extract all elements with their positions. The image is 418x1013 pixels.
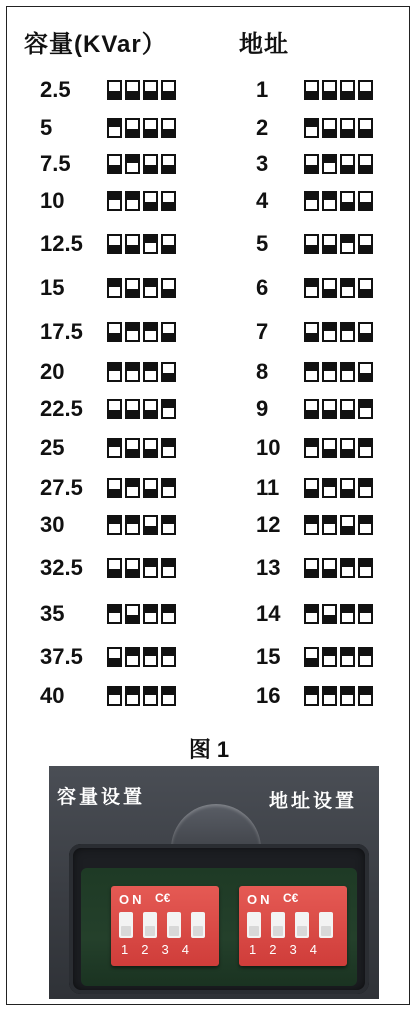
dip-switch-off-icon [340,438,355,458]
dip-switch-off-icon [340,154,355,174]
dip-switch-on-icon [107,191,122,211]
dip-switch-off-icon [322,399,337,419]
capacity-value: 5 [40,115,53,140]
dip-switch-off-icon [358,154,373,174]
dip-number: 4 [309,942,317,957]
table-row [0,360,418,384]
capacity-dip-pattern [107,399,176,419]
dip-switch-off-icon [304,647,319,667]
capacity-dip-pattern [107,118,176,138]
capacity-dip-switch[interactable] [111,886,219,966]
dip-switch-off-icon [143,154,158,174]
capacity-dip-pattern [107,322,176,342]
capacity-dip-pattern [107,154,176,174]
dip-switch-off-icon [125,438,140,458]
dip-switch-on-icon [322,191,337,211]
dip-switch-on-icon [304,438,319,458]
address-value: 9 [256,396,269,421]
dip-switch-off-icon [304,234,319,254]
dip-switch-off-icon [358,234,373,254]
dip-switch-on-icon [358,399,373,419]
table-row [0,276,418,300]
dip-switch-off-icon [125,278,140,298]
dip-switch-off-icon [125,234,140,254]
dip-switch-off-icon [304,154,319,174]
dip-switch-off-icon [322,118,337,138]
table-row [0,78,418,102]
dip-switch-on-icon [340,278,355,298]
on-label: ON [247,892,273,907]
capacity-dip-pattern [107,191,176,211]
dip-switch-off-icon [161,278,176,298]
capacity-value: 20 [40,359,65,384]
dip-switch-off-icon [143,399,158,419]
dip-switch-off-icon [304,80,319,100]
on-label: ON [119,892,145,907]
dip-switch-on-icon [322,478,337,498]
dip-switch-off-icon [143,478,158,498]
capacity-dip-pattern [107,558,176,578]
capacity-dip-pattern [107,647,176,667]
dip-switch-on-icon [125,686,140,706]
table-row [0,645,418,669]
table-row [0,602,418,626]
dip-switch-on-icon [161,686,176,706]
table-row [0,436,418,460]
address-value: 13 [256,555,281,580]
address-value: 3 [256,151,269,176]
capacity-value: 27.5 [40,475,83,500]
dip-switch-on-icon [304,515,319,535]
capacity-dip-pattern [107,438,176,458]
ce-mark-icon: C€ [283,891,299,905]
dip-switch-on-icon [107,604,122,624]
capacity-value: 32.5 [40,555,83,580]
address-value: 8 [256,359,269,384]
capacity-dip-pattern [107,515,176,535]
address-dip-pattern [304,154,373,174]
dip-switch-off-icon [143,515,158,535]
address-dip-pattern [304,686,373,706]
address-dip-pattern [304,362,373,382]
dip-switch-off-icon [125,80,140,100]
dip-switch-off-icon [358,362,373,382]
capacity-value: 30 [40,512,65,537]
dip-switch-on-icon [161,647,176,667]
capacity-value: 10 [40,188,65,213]
dip-switch-on-icon [143,604,158,624]
dip-switch-off-icon [143,191,158,211]
dip-number: 4 [181,942,189,957]
table-row [0,320,418,344]
dip-number: 1 [121,942,129,957]
dip-switch-on-icon [358,647,373,667]
address-value: 11 [256,475,280,500]
dip-switch-on-icon [161,604,176,624]
address-value: 1 [256,77,269,102]
dip-switch-on-icon [143,558,158,578]
dip-switch-on-icon [340,647,355,667]
dip-switch-on-icon [322,647,337,667]
dip-switch-off-icon [340,191,355,211]
dip-number: 3 [289,942,297,957]
dip-switch-on-icon [358,558,373,578]
address-dip-pattern [304,80,373,100]
dip-switch-off-icon [107,478,122,498]
dip-switch-on-icon [358,478,373,498]
table-row [0,189,418,213]
circuit-board [81,868,357,986]
dip-switch-off-icon [107,322,122,342]
address-dip-pattern [304,234,373,254]
dip-switch-on-icon [107,362,122,382]
dip-switch-on-icon [304,191,319,211]
dip-switch-off-icon [143,438,158,458]
dip-switch-off-icon [107,399,122,419]
dip-switch-on-icon [322,515,337,535]
dip-key[interactable] [295,912,309,938]
dip-switch-on-icon [143,362,158,382]
dip-switch-on-icon [304,604,319,624]
dip-switch-off-icon [125,399,140,419]
dip-switch-on-icon [143,647,158,667]
dip-switch-on-icon [125,154,140,174]
address-setting-label: 地址设置 [269,791,358,812]
address-header: 地址 [239,31,289,58]
dip-switch-on-icon [340,604,355,624]
dip-number: 3 [161,942,169,957]
address-dip-pattern [304,478,373,498]
address-value: 5 [256,231,269,256]
dip-switch-on-icon [125,191,140,211]
dip-switch-off-icon [322,234,337,254]
dip-switch-on-icon [161,438,176,458]
dip-switch-off-icon [125,604,140,624]
address-value: 4 [256,188,269,213]
dip-switch-off-icon [107,558,122,578]
dip-switch-off-icon [322,438,337,458]
dip-switch-on-icon [125,478,140,498]
dip-switch-off-icon [107,154,122,174]
address-dip-switch[interactable] [239,886,347,966]
dip-switch-on-icon [107,118,122,138]
dip-switch-off-icon [322,604,337,624]
dip-switch-off-icon [107,234,122,254]
dip-switch-on-icon [161,558,176,578]
dip-switch-on-icon [304,362,319,382]
address-dip-pattern [304,278,373,298]
dip-switch-off-icon [304,558,319,578]
dip-key[interactable] [319,912,333,938]
dip-switch-off-icon [125,558,140,578]
dip-number: 1 [249,942,257,957]
dip-switch-off-icon [358,80,373,100]
capacity-value: 40 [40,683,65,708]
table-row [0,556,418,580]
address-value: 14 [256,601,281,626]
capacity-value: 7.5 [40,151,71,176]
dip-switch-on-icon [358,438,373,458]
dip-switch-off-icon [322,278,337,298]
dip-key[interactable] [271,912,285,938]
address-value: 12 [256,512,281,537]
dip-number: 2 [141,942,149,957]
table-row [0,684,418,708]
dip-switch-off-icon [161,154,176,174]
dip-switch-on-icon [143,686,158,706]
address-dip-pattern [304,322,373,342]
address-value: 6 [256,275,269,300]
capacity-dip-pattern [107,362,176,382]
capacity-dip-pattern [107,686,176,706]
dip-switch-off-icon [107,80,122,100]
dip-switch-off-icon [304,478,319,498]
dip-switch-off-icon [358,191,373,211]
dip-switch-off-icon [322,558,337,578]
dip-switch-on-icon [125,647,140,667]
dip-switch-on-icon [143,322,158,342]
dip-key[interactable] [191,912,205,938]
capacity-dip-pattern [107,604,176,624]
capacity-value: 12.5 [40,231,83,256]
dip-key[interactable] [119,912,133,938]
dip-switch-on-icon [340,558,355,578]
dip-switch-on-icon [125,362,140,382]
address-value: 16 [256,683,281,708]
dip-switch-on-icon [358,515,373,535]
dip-switch-off-icon [161,322,176,342]
capacity-value: 35 [40,601,65,626]
dip-switch-on-icon [322,322,337,342]
dip-switch-off-icon [143,80,158,100]
address-dip-pattern [304,399,373,419]
dip-switch-on-icon [358,604,373,624]
device-photo [49,766,379,999]
capacity-value: 15 [40,275,65,300]
dip-switch-off-icon [161,118,176,138]
dip-switch-off-icon [340,118,355,138]
dip-switch-on-icon [304,686,319,706]
ce-mark-icon: C€ [155,891,171,905]
capacity-dip-pattern [107,278,176,298]
dip-key[interactable] [143,912,157,938]
dip-switch-on-icon [304,278,319,298]
capacity-setting-label: 容量设置 [57,787,146,808]
dip-switch-on-icon [161,478,176,498]
dip-switch-off-icon [161,80,176,100]
dip-switch-on-icon [161,399,176,419]
dip-switch-off-icon [161,234,176,254]
dip-switch-on-icon [340,362,355,382]
dip-switch-on-icon [322,154,337,174]
dip-switch-off-icon [161,362,176,382]
dip-switch-off-icon [340,80,355,100]
address-dip-pattern [304,647,373,667]
dip-switch-on-icon [107,438,122,458]
table-row [0,152,418,176]
capacity-value: 17.5 [40,319,83,344]
address-value: 10 [256,435,281,460]
dip-switch-off-icon [358,322,373,342]
table-row [0,116,418,140]
table-row [0,476,418,500]
dip-switch-off-icon [340,478,355,498]
table-row [0,513,418,537]
dip-switch-on-icon [340,686,355,706]
address-value: 7 [256,319,269,344]
capacity-dip-pattern [107,234,176,254]
address-dip-pattern [304,558,373,578]
dip-switch-on-icon [161,515,176,535]
dip-switch-on-icon [107,686,122,706]
dip-switch-off-icon [358,118,373,138]
dip-switch-off-icon [358,278,373,298]
dip-switch-off-icon [304,322,319,342]
dip-key[interactable] [247,912,261,938]
table-row [0,397,418,421]
dip-number: 2 [269,942,277,957]
dip-switch-off-icon [125,118,140,138]
dip-switch-off-icon [304,399,319,419]
figure-caption: 图 1 [188,737,230,762]
capacity-dip-pattern [107,80,176,100]
capacity-dip-pattern [107,478,176,498]
capacity-value: 37.5 [40,644,83,669]
capacity-header: 容量(KVar） [24,31,167,58]
dip-switch-on-icon [304,118,319,138]
address-value: 15 [256,644,281,669]
dip-switch-on-icon [358,686,373,706]
address-value: 2 [256,115,269,140]
address-dip-pattern [304,118,373,138]
dip-switch-on-icon [322,362,337,382]
dip-switch-on-icon [125,515,140,535]
address-dip-pattern [304,515,373,535]
capacity-value: 22.5 [40,396,83,421]
dip-key[interactable] [167,912,181,938]
dip-switch-on-icon [107,278,122,298]
capacity-value: 2.5 [40,77,71,102]
dip-switch-off-icon [340,399,355,419]
dip-switch-on-icon [143,278,158,298]
table-row [0,232,418,256]
dip-switch-on-icon [125,322,140,342]
dip-switch-on-icon [143,234,158,254]
dip-switch-off-icon [107,647,122,667]
dip-switch-off-icon [322,80,337,100]
dip-switch-on-icon [340,322,355,342]
capacity-value: 25 [40,435,65,460]
dip-switch-on-icon [340,234,355,254]
address-dip-pattern [304,191,373,211]
dip-switch-off-icon [161,191,176,211]
switch-window [69,844,369,994]
dip-switch-on-icon [107,515,122,535]
dip-switch-off-icon [340,515,355,535]
dip-switch-on-icon [322,686,337,706]
address-dip-pattern [304,438,373,458]
dip-switch-off-icon [143,118,158,138]
address-dip-pattern [304,604,373,624]
